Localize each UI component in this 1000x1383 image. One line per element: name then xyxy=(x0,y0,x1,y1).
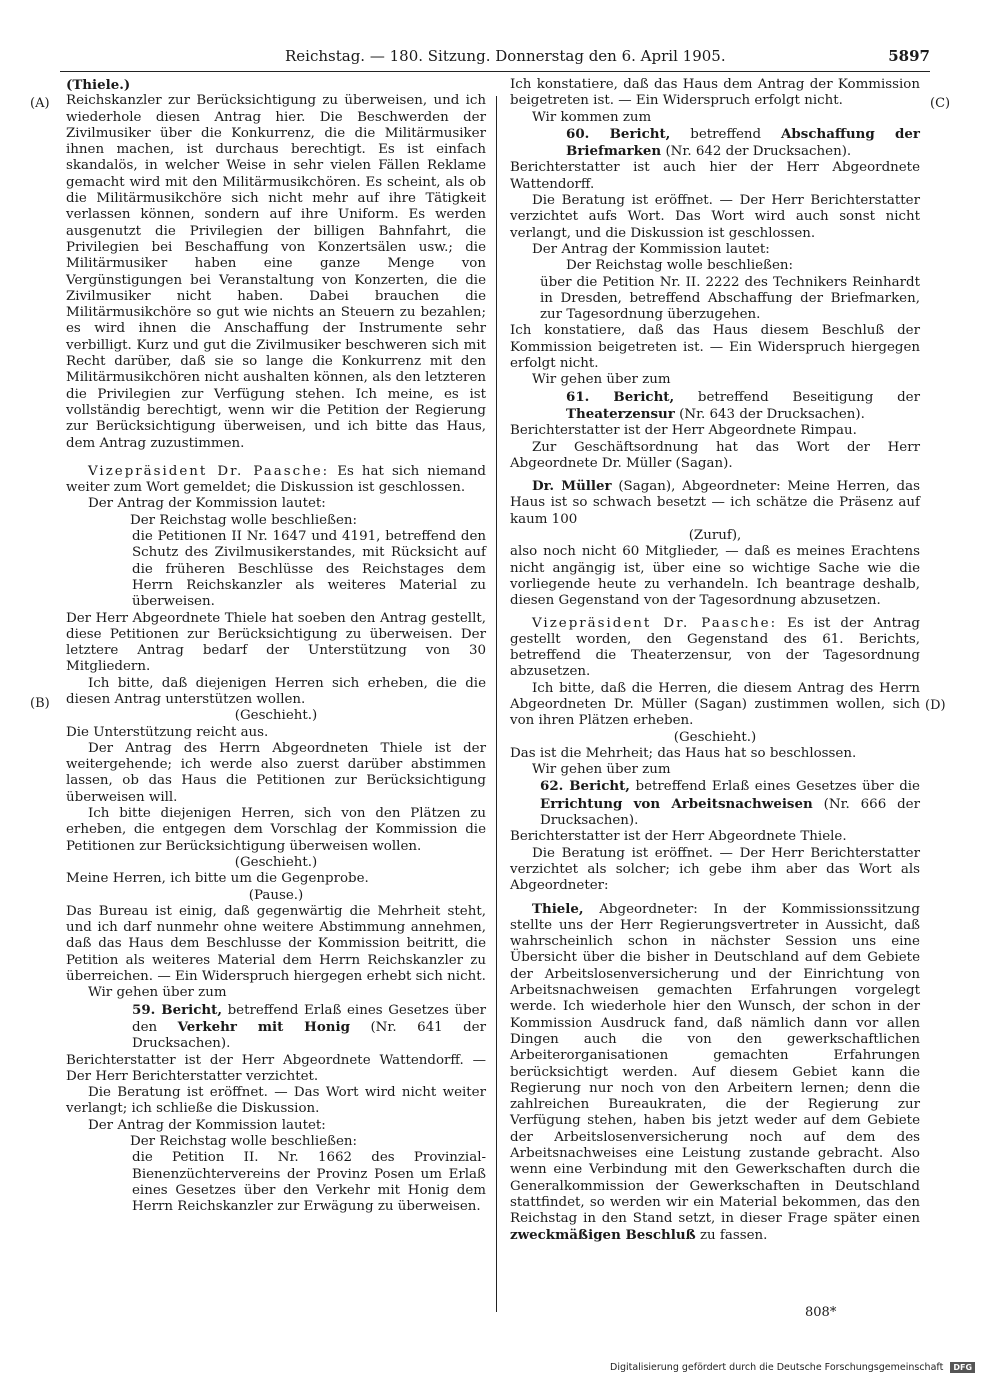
right-column xyxy=(510,77,920,1245)
paragraph: Der Antrag der Kommission lautet: xyxy=(88,1117,326,1133)
page-number: 5897 xyxy=(888,47,930,65)
margin-marker-d: (D) xyxy=(925,698,946,713)
footer-text: Digitalisierung gefördert durch die Deutsche Forschungsgemeinschaft xyxy=(610,1362,944,1373)
paragraph: Wir gehen über zum xyxy=(532,372,671,388)
stage-note: (Geschieht.) xyxy=(234,708,318,724)
speaker-name: Dr. Müller xyxy=(532,478,612,495)
agenda-item: 60. Bericht, betreffend Abschaffung der Briefmarken (Nr. 642 der Drucksachen). xyxy=(566,125,920,160)
paragraph: Ich bitte diejenigen Herren, sich von den Plätzen zu erheben, die entgegen dem Vorschlag der Kommission die Petitionen zur Berücksichtigung überweisen wollen. xyxy=(66,806,486,854)
paragraph: Die Beratung ist eröffnet. — Der Herr Berichterstatter verzichtet aufs Wort. Das Wort wird auch sonst nicht verlangt, und die Diskussion ist geschlossen. xyxy=(510,193,920,241)
paragraph: Ich konstatiere, daß das Haus dem Antrag der Kommission beigetreten ist. — Ein Widerspruch erfolgt nicht. xyxy=(510,77,920,109)
margin-marker-b: (B) xyxy=(30,696,50,711)
motion-text: über die Petition Nr. II. 2222 des Technikers Reinhardt in Dresden, betreffend Abschaffung der Briefmarken, zur Tagesordnung überzugehen. xyxy=(540,274,920,323)
speaker-name: Vizepräsident Dr. Paasche: xyxy=(88,463,330,479)
paragraph: Zur Geschäftsordnung hat das Wort der Herr Abgeordnete Dr. Müller (Sagan). xyxy=(510,439,920,471)
paragraph: Die Unterstützung reicht aus. xyxy=(66,724,269,740)
paragraph: Ich bitte, daß diejenigen Herren sich erheben, die die diesen Antrag unterstützen wollen. xyxy=(66,675,486,707)
speaker-name: Vizepräsident Dr. Paasche: xyxy=(532,615,778,631)
margin-marker-c: (C) xyxy=(930,96,951,111)
paragraph: Dr. Müller (Sagan), Abgeordneter: Meine Herren, das Haus ist so schwach besetzt — ich schätze die Präsenz auf kaum 100 xyxy=(510,478,920,527)
margin-marker-a: (A) xyxy=(30,96,50,111)
header-title: Reichstag. — 180. Sitzung. Donnerstag den 6. April 1905. xyxy=(285,47,726,65)
stage-note: (Geschieht.) xyxy=(234,854,318,870)
paragraph: Der Reichstag wolle beschließen: xyxy=(130,1134,358,1149)
paragraph: also noch nicht 60 Mitglieder, — daß es meines Erachtens nicht angängig ist, über eine so wichtige Sache wie die vorliegende heute zu verhandeln. Ich beantrage deshalb, diesen Gegenstand von der Tagesordnung abzusetzen. xyxy=(510,544,920,609)
paragraph: Berichterstatter ist der Herr Abgeordnete Rimpau. xyxy=(510,423,857,439)
left-column xyxy=(66,77,486,1215)
agenda-item: 59. Bericht, betreffend Erlaß eines Gesetzes über den Verkehr mit Honig (Nr. 641 der Drucksachen). xyxy=(132,1001,487,1052)
column-divider xyxy=(496,96,497,1312)
paragraph: Der Reichstag wolle beschließen: xyxy=(566,258,794,274)
paragraph: Reichskanzler zur Berücksichtigung zu überweisen, und ich wiederhole diesen Antrag hier. Die Beschwerden der Zivilmusiker über die Konkurrenz, die die Militärmusiker ihnen machen, ist durchaus berechtigt. Es ist einfach skandalös, in welcher Weise in sehr vielen Fällen Reklame gemacht wird mit den Militärmusikchören. Es scheint, als ob die Militärmusikchöre sich nicht mehr auf ihre Tätigkeit verlassen können, sondern auf ihre Uniform. Es werden ausgenutzt die Privilegien der billigen Bahnfahrt, die Privilegien bei Beschaffung von Konzertsälen usw.; die Militärmusiker haben eine ganze Menge von Vergünstigungen bei Veranstaltung von Konzerten, die die Zivilmusiker nicht haben. Dabei brauchen die Militärmusikchöre so gut wie nichts an Steuern zu bezahlen; es wird ihnen die Anschaffung der Instrumente sehr verbilligt. Kurz und gut die Zivilmusiker beschweren sich mit Recht darüber, daß sie so lange die Konkurrenz mit den Militärmusikchören nicht aushalten können, als den letzteren die Privilegien zur Verfügung stehen. Ich meine, es ist vollständig berechtigt, wenn wir die Petition der Regierung zur Berücksichtigung überweisen, und ich bitte das Haus, dem Antrag zuzustimmen. xyxy=(66,93,486,451)
paragraph: Der Herr Abgeordnete Thiele hat soeben den Antrag gestellt, diese Petitionen zur Berücksichtigung zu überweisen. Der letztere Antrag bedarf der Unterstützung von 30 Mitgliedern. xyxy=(66,610,486,675)
paragraph: Die Beratung ist eröffnet. — Das Wort wird nicht weiter verlangt; ich schließe die Diskussion. xyxy=(66,1085,486,1117)
paragraph: Der Antrag der Kommission lautet: xyxy=(88,496,326,512)
stage-note: (Geschieht.) xyxy=(673,729,757,745)
paragraph: Berichterstatter ist der Herr Abgeordnete Thiele. xyxy=(510,829,847,845)
sheet-number: 808* xyxy=(805,1305,837,1320)
motion-text: die Petition II. Nr. 1662 des Provinzial-Bienenzüchtervereins der Provinz Posen um Erlaß eines Gesetzes über den Verkehr mit Honig dem Herrn Reichskanzler zur Erwägung zu überweisen. xyxy=(132,1150,486,1215)
paragraph: Ich konstatiere, daß das Haus diesem Beschluß der Kommission beigetreten ist. — Ein Widerspruch hiergegen erfolgt nicht. xyxy=(510,323,920,372)
footer-credit xyxy=(610,1362,975,1373)
paragraph: Wir gehen über zum xyxy=(532,762,671,778)
speaker-name: Thiele, xyxy=(532,900,584,917)
paragraph: Der Antrag des Herrn Abgeordneten Thiele ist der weitergehende; ich werde also zuerst darüber abstimmen lassen, ob das Haus die Petitionen zur Berücksichtigung überweisen will. xyxy=(66,740,486,805)
paragraph: Der Antrag der Kommission lautet: xyxy=(532,241,770,257)
page-header xyxy=(60,47,930,72)
stage-note: (Zuruf), xyxy=(688,528,742,544)
paragraph: Wir gehen über zum xyxy=(88,985,227,1001)
paragraph: Wir kommen zum xyxy=(532,109,652,125)
stage-note: (Pause.) xyxy=(248,887,304,903)
dfg-logo: DFG xyxy=(950,1362,975,1373)
paragraph: Berichterstatter ist auch hier der Herr Abgeordnete Wattendorff. xyxy=(510,160,920,192)
paragraph: Vizepräsident Dr. Paasche: Es hat sich niemand weiter zum Wort gemeldet; die Diskussion ist geschlossen. xyxy=(66,463,486,496)
motion-text: die Petitionen II Nr. 1647 und 4191, betreffend den Schutz des Zivilmusikerstandes, mit Rücksicht auf die früheren Beschlüsse des Reichstages dem Herrn Reichskanzler als weiteres Material zu überweisen. xyxy=(132,529,486,610)
speaker-tag: (Thiele.) xyxy=(66,77,131,93)
agenda-item: 62. Bericht, betreffend Erlaß eines Gesetzes über die Errichtung von Arbeitsnachweisen (Nr. 666 der Drucksachen). xyxy=(540,778,921,829)
paragraph: Vizepräsident Dr. Paasche: Es ist der Antrag gestellt worden, den Gegenstand des 61. Berichts, betreffend die Theaterzensur, von der Tagesordnung abzusetzen. xyxy=(510,615,920,680)
paragraph: Meine Herren, ich bitte um die Gegenprobe. xyxy=(66,871,369,887)
paragraph: Berichterstatter ist der Herr Abgeordnete Wattendorff. — Der Herr Berichterstatter verzichtet. xyxy=(66,1052,486,1084)
paragraph: Thiele, Abgeordneter: In der Kommissionssitzung stellte uns der Herr Regierungsvertreter in Aussicht, daß wahrscheinlich schon in nächster Session uns eine Übersicht über die bisher in Deutschland auf dem Gebiete der Arbeitslosenversicherung und der Einrichtung von Arbeitsnachweisen gemachten Erfahrungen vorgelegt werde. Ich wiederhole hier den Wunsch, der schon in der Kommission Ausdruck fand, daß nämlich dann vor allen Dingen auch die von den gewerkschaftlichen Arbeiterorganisationen gemachten Erfahrungen berücksichtigt werden. Auf diesem Gebiet kann die Regierung nur noch von den Arbeitern lernen; denn die zahlreichen Bureaukraten, die der Regierung zur Verfügung stehen, haben bis jetzt weder auf dem Gebiete der Arbeitslosenversicherung noch auf dem des Arbeitsnachweises eine Leistung zustande gebracht. Also wenn eine Verbindung mit den Gewerkschaften durch die Generalkommission der Gewerkschaften in Deutschland stattfindet, so werden wir ein Material bekommen, das den Reichstag in den Stand setzt, in dieser Frage später einen zweckmäßigen Beschluß zu fassen. xyxy=(510,900,920,1244)
paragraph: Das Bureau ist einig, daß gegenwärtig die Mehrheit steht, und ich darf nunmehr ohne weitere Abstimmung annehmen, daß das Haus dem Beschlusse der Kommission beitritt, die Petition als weiteres Material dem Herrn Reichskanzler zu überreichen. — Ein Widerspruch hiergegen erhebt sich nicht. xyxy=(66,903,486,985)
agenda-item: 61. Bericht, betreffend Beseitigung der Theaterzensur (Nr. 643 der Drucksachen). xyxy=(566,388,920,422)
paragraph: Die Beratung ist eröffnet. — Der Herr Berichterstatter verzichtet als solcher; ich gebe ihm aber das Wort als Abgeordneter: xyxy=(510,845,920,894)
paragraph: Das ist die Mehrheit; das Haus hat so beschlossen. xyxy=(510,745,857,761)
paragraph: Der Reichstag wolle beschließen: xyxy=(130,512,358,528)
paragraph: Ich bitte, daß die Herren, die diesem Antrag des Herrn Abgeordneten Dr. Müller (Sagan) zustimmen wollen, sich von ihren Plätzen erheben. xyxy=(510,680,920,729)
